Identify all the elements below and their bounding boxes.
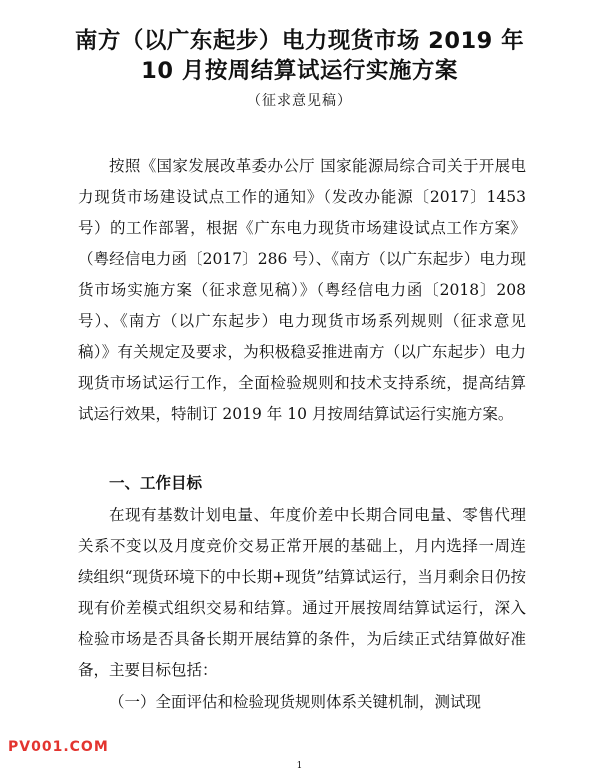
document-title-line-1: 南方（以广东起步）电力现货市场 2019 年 xyxy=(74,28,525,54)
site-watermark: PV001.COM xyxy=(8,739,109,755)
goals-paragraph: 在现有基数计划电量、年度价差中长期合同电量、零售代理关系不变以及月度竞价交易正常开展的基础上，月内选择一周连续组织“现货环境下的中长期+现货”结算试运行，当月剩余日仍按现有价差模式组织交易和结算。通过开展按周结算试运行，深入检验市场是否具备长期开展结算的条件，为后续正式结算做好准备，主要目标包括： xyxy=(78,506,526,679)
document-title-line-2: 10 月按周结算试运行实施方案 xyxy=(141,58,458,84)
intro-paragraph: 按照《国家发展改革委办公厅 国家能源局综合司关于开展电力现货市场建设试点工作的通知》（发改办能源〔2017〕1453 号）的工作部署，根据《广东电力现货市场建设试点工作方案》（粤经信电力函〔2017〕286 号）、《南方（以广东起步）电力现货市场实施方案（征求意见稿）》（粤经信电力函〔2018〕208 号）、《南方（以广东起步）电力现货市场系列规则（征求意见稿）》有关规定及要求，为积极稳妥推进南方（以广东起步）电力现货市场试运行工作，全面检验规则和技术支持系统，提高结算试运行效果，特制订 2019 年 10 月按周结算试运行实施方案。 xyxy=(78,157,526,423)
section-heading-goals: 一、工作目标 xyxy=(109,474,203,492)
page-number: 1 xyxy=(296,761,303,771)
document-subtitle: （征求意见稿） xyxy=(247,93,352,109)
goal-item-1: （一）全面评估和检验现货规则体系关键机制，测试现 xyxy=(109,693,482,711)
